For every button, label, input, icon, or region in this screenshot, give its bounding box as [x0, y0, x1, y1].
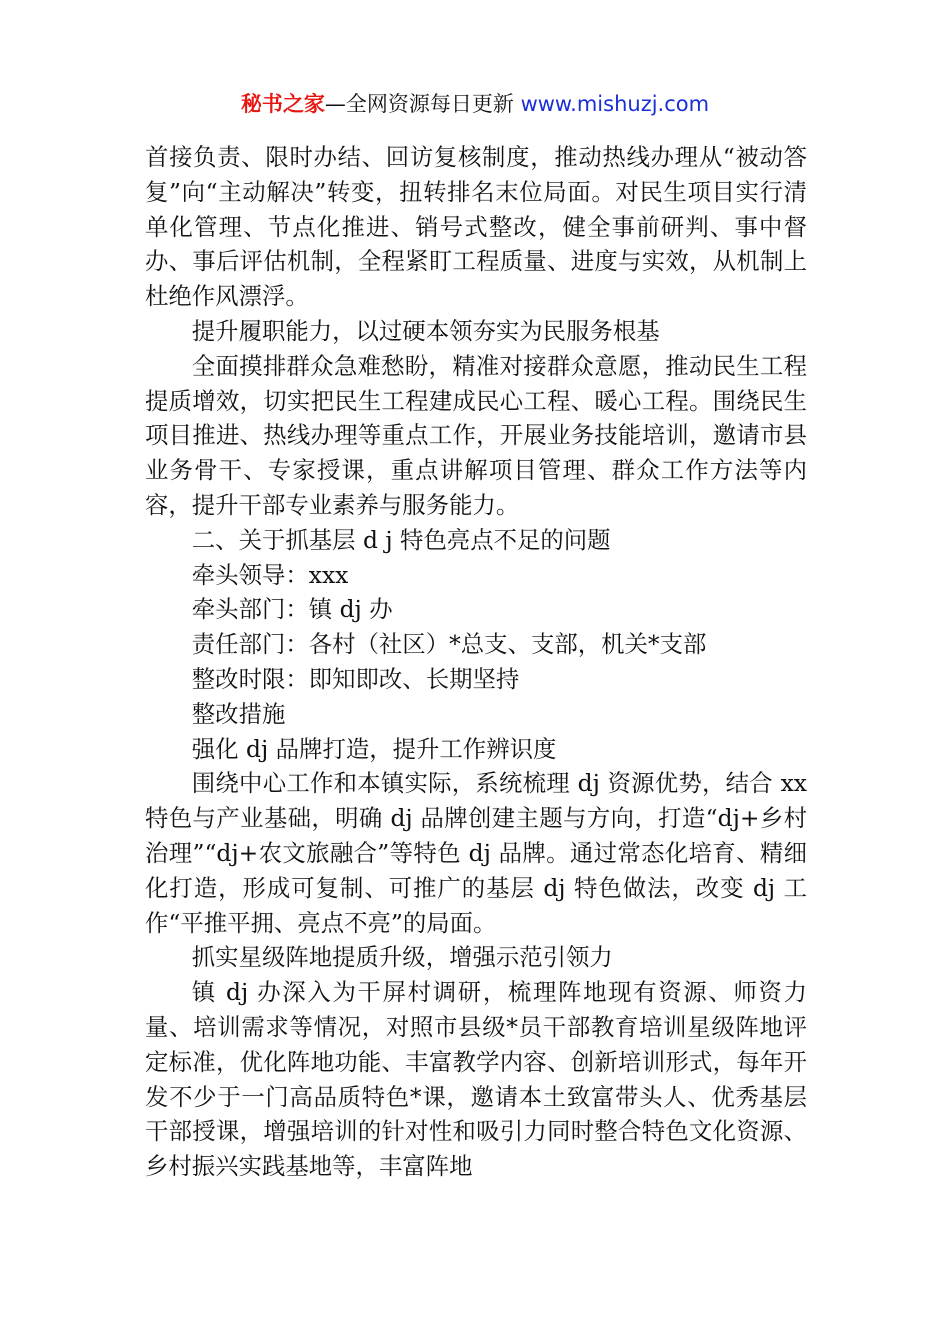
paragraph: 镇 dj 办深入为干屏村调研，梳理阵地现有资源、师资力量、培训需求等情况，对照市县级*员干部教育培训星级阵地评定标准，优化阵地功能、丰富教学内容、创新培训形式，每年开发不少于一门高品质特色*课，邀请本土致富带头人、优秀基层干部授课，增强培训的针对性和吸引力同时整合特色文化资源、乡村振兴实践基地等，丰富阵地 — [145, 978, 807, 1181]
deadline: 整改时限：即知即改、长期坚持 — [191, 664, 520, 693]
measures-heading: 整改措施 — [191, 699, 286, 728]
responsible-departments: 责任部门：各村（社区）*总支、支部，机关*支部 — [191, 630, 707, 659]
section-heading: 提升履职能力，以过硬本领夯实为民服务根基 — [191, 316, 660, 345]
issue-heading: 二、关于抓基层 d j 特色亮点不足的问题 — [191, 525, 611, 554]
site-tagline: —全网资源每日更新 — [324, 92, 521, 116]
site-url-link[interactable]: www.mishuzj.com — [520, 92, 710, 116]
lead-department: 牵头部门：镇 dj 办 — [191, 595, 393, 624]
site-header — [0, 88, 950, 120]
section-heading: 强化 dj 品牌打造，提升工作辨识度 — [191, 734, 557, 763]
document-body — [145, 140, 807, 1184]
section-heading: 抓实星级阵地提质升级，增强示范引领力 — [191, 943, 613, 972]
paragraph: 全面摸排群众急难愁盼，精准对接群众意愿，推动民生工程提质增效，切实把民生工程建成民心工程、暖心工程。围绕民生项目推进、热线办理等重点工作，开展业务技能培训，邀请市县业务骨干、专家授课，重点讲解项目管理、群众工作方法等内容，提升干部专业素养与服务能力。 — [145, 351, 807, 519]
site-brand: 秘书之家 — [240, 92, 325, 116]
paragraph-continued: 首接负责、限时办结、回访复核制度，推动热线办理从“被动答复”向“主动解决”转变，扭转排名末位局面。对民生项目实行清单化管理、节点化推进、销号式整改，健全事前研判、事中督办、事后评估机制，全程紧盯工程质量、进度与实效，从机制上杜绝作风漂浮。 — [145, 143, 807, 311]
paragraph: 围绕中心工作和本镇实际，系统梳理 dj 资源优势，结合 xx 特色与产业基础，明确 dj 品牌创建主题与方向，打造“dj+乡村治理”“dj+农文旅融合”等特色 dj 品牌。通过常态化培育、精细化打造，形成可复制、可推广的基层 dj 特色做法，改变 dj 工作“平推平拥、亮点不亮”的局面。 — [145, 769, 807, 937]
lead-leader: 牵头领导：xxx — [191, 560, 349, 589]
